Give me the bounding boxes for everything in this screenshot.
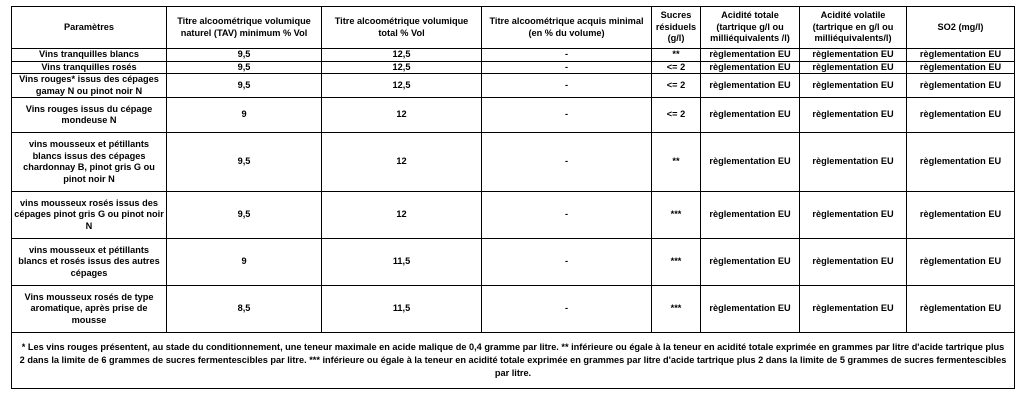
cell-sucres: <= 2 <box>652 74 701 98</box>
header-so2: SO2 (mg/l) <box>907 7 1015 49</box>
table-row <box>12 192 1015 239</box>
cell-acidite-volatile: règlementation EU <box>800 74 907 98</box>
cell-acidite-totale: règlementation EU <box>701 239 800 286</box>
cell-tav-total: 12 <box>322 98 482 133</box>
cell-sucres: ** <box>652 49 701 62</box>
table-row <box>12 74 1015 98</box>
cell-sucres: <= 2 <box>652 61 701 74</box>
cell-acidite-totale: règlementation EU <box>701 49 800 62</box>
cell-tav-acquis: - <box>482 49 652 62</box>
wine-parameters-table <box>11 6 1015 389</box>
wine-parameters-table-wrapper <box>11 6 1014 389</box>
row-label: Vins rouges issus du cépage mondeuse N <box>12 98 167 133</box>
cell-acidite-totale: règlementation EU <box>701 133 800 192</box>
cell-tav-naturel: 9 <box>167 239 322 286</box>
cell-tav-total: 12,5 <box>322 61 482 74</box>
cell-so2: règlementation EU <box>907 98 1015 133</box>
cell-so2: règlementation EU <box>907 239 1015 286</box>
table-row <box>12 61 1015 74</box>
cell-tav-acquis: - <box>482 133 652 192</box>
cell-acidite-volatile: règlementation EU <box>800 49 907 62</box>
header-sucres: Sucres résiduels (g/l) <box>652 7 701 49</box>
header-acidite-totale: Acidité totale (tartrique g/l ou milliéquivalents /l) <box>701 7 800 49</box>
cell-tav-total: 12,5 <box>322 49 482 62</box>
cell-tav-naturel: 9,5 <box>167 61 322 74</box>
cell-acidite-volatile: règlementation EU <box>800 192 907 239</box>
cell-tav-total: 11,5 <box>322 286 482 333</box>
cell-tav-acquis: - <box>482 239 652 286</box>
cell-acidite-volatile: règlementation EU <box>800 61 907 74</box>
row-label: Vins rouges* issus des cépages gamay N ou pinot noir N <box>12 74 167 98</box>
table-row <box>12 286 1015 333</box>
row-label: Vins mousseux rosés de type aromatique, après prise de mousse <box>12 286 167 333</box>
header-parametres: Paramètres <box>12 7 167 49</box>
cell-tav-naturel: 8,5 <box>167 286 322 333</box>
cell-so2: règlementation EU <box>907 61 1015 74</box>
row-label: vins mousseux et pétillants blancs et rosés issus des autres cépages <box>12 239 167 286</box>
cell-tav-acquis: - <box>482 98 652 133</box>
cell-so2: règlementation EU <box>907 49 1015 62</box>
header-acidite-volatile: Acidité volatile (tartrique en g/l ou milliéquivalents/l) <box>800 7 907 49</box>
cell-acidite-totale: règlementation EU <box>701 98 800 133</box>
cell-tav-naturel: 9,5 <box>167 133 322 192</box>
cell-sucres: <= 2 <box>652 98 701 133</box>
row-label: Vins tranquilles rosés <box>12 61 167 74</box>
cell-acidite-totale: règlementation EU <box>701 192 800 239</box>
cell-acidite-totale: règlementation EU <box>701 74 800 98</box>
cell-tav-acquis: - <box>482 286 652 333</box>
footnote-row <box>12 333 1015 389</box>
cell-so2: règlementation EU <box>907 133 1015 192</box>
header-tav-naturel: Titre alcoométrique volumique naturel (TAV) minimum % Vol <box>167 7 322 49</box>
header-tav-total: Titre alcoométrique volumique total % Vol <box>322 7 482 49</box>
cell-acidite-totale: règlementation EU <box>701 61 800 74</box>
cell-tav-acquis: - <box>482 61 652 74</box>
cell-sucres: *** <box>652 286 701 333</box>
cell-tav-total: 12 <box>322 133 482 192</box>
cell-so2: règlementation EU <box>907 286 1015 333</box>
cell-acidite-volatile: règlementation EU <box>800 286 907 333</box>
footnote: * Les vins rouges présentent, au stade du conditionnement, une teneur maximale en acide malique de 0,4 gramme par litre. ** inférieure ou égale à la teneur en acidité totale exprimée en grammes par litre d'acide tartrique plus 2 dans la limite de 6 grammes de sucres fermentescibles par litre. *** inférieure ou égale à la teneur en acidité totale exprimée en grammes par litre d'acide tartrique plus 2 dans la limite de 5 grammes de sucres fermentescibles par litre. <box>12 333 1015 389</box>
header-row <box>12 7 1015 49</box>
cell-so2: règlementation EU <box>907 192 1015 239</box>
row-label: vins mousseux et pétillants blancs issus des cépages chardonnay B, pinot gris G ou pinot noir N <box>12 133 167 192</box>
cell-tav-naturel: 9,5 <box>167 192 322 239</box>
cell-so2: règlementation EU <box>907 74 1015 98</box>
cell-tav-total: 12,5 <box>322 74 482 98</box>
row-label: Vins tranquilles blancs <box>12 49 167 62</box>
cell-acidite-volatile: règlementation EU <box>800 239 907 286</box>
cell-tav-acquis: - <box>482 74 652 98</box>
cell-tav-naturel: 9,5 <box>167 49 322 62</box>
cell-acidite-volatile: règlementation EU <box>800 133 907 192</box>
table-row <box>12 239 1015 286</box>
cell-tav-naturel: 9 <box>167 98 322 133</box>
cell-sucres: ** <box>652 133 701 192</box>
header-tav-acquis: Titre alcoométrique acquis minimal (en % du volume) <box>482 7 652 49</box>
cell-tav-naturel: 9,5 <box>167 74 322 98</box>
table-row <box>12 98 1015 133</box>
cell-tav-total: 12 <box>322 192 482 239</box>
cell-acidite-volatile: règlementation EU <box>800 98 907 133</box>
cell-tav-total: 11,5 <box>322 239 482 286</box>
row-label: vins mousseux rosés issus des cépages pinot gris G ou pinot noir N <box>12 192 167 239</box>
table-row <box>12 49 1015 62</box>
table-row <box>12 133 1015 192</box>
cell-tav-acquis: - <box>482 192 652 239</box>
cell-sucres: *** <box>652 192 701 239</box>
cell-acidite-totale: règlementation EU <box>701 286 800 333</box>
cell-sucres: *** <box>652 239 701 286</box>
